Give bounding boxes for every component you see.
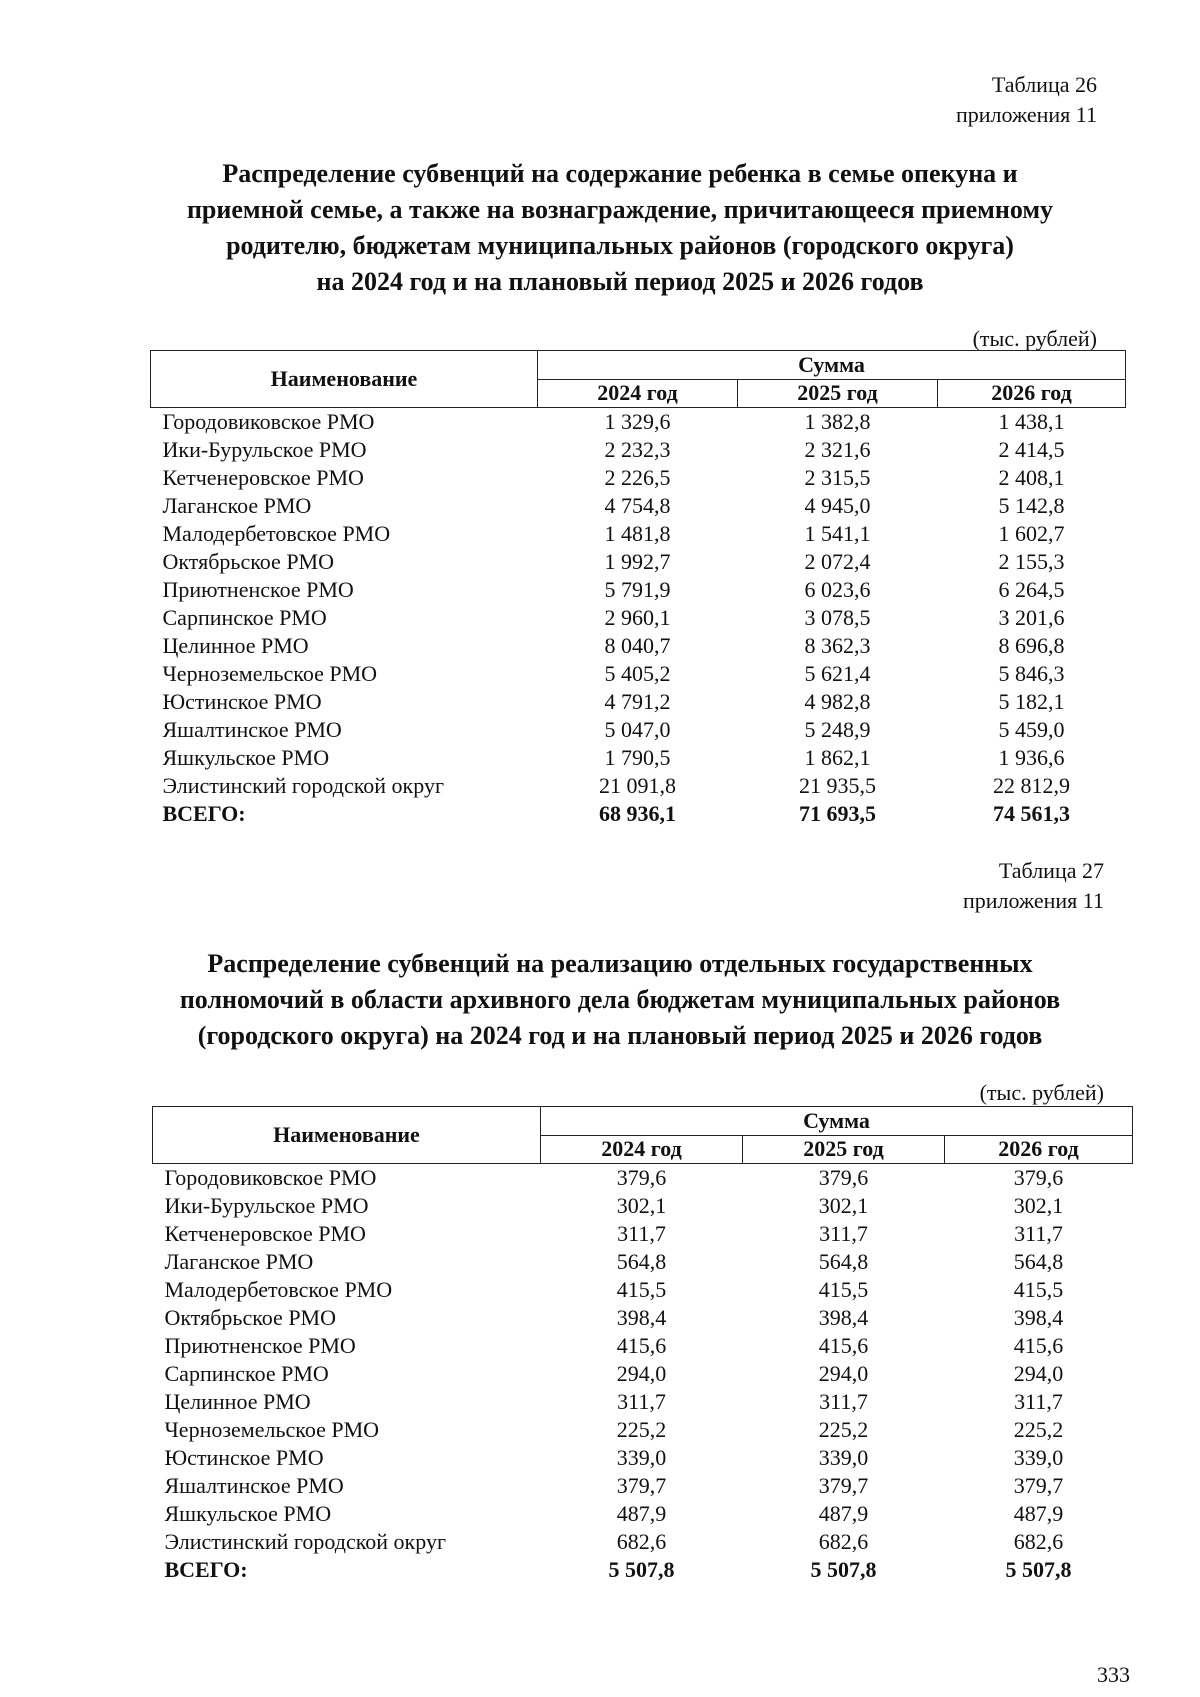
value-2025: 564,8 <box>818 1249 869 1274</box>
table-row <box>153 1444 1133 1472</box>
value-2024: 379,7 <box>616 1473 667 1498</box>
value-2025: 302,1 <box>818 1193 869 1218</box>
total-label: ВСЕГО: <box>164 1557 248 1582</box>
row-name: Приютненское РМО <box>164 1333 356 1358</box>
table-row <box>151 660 1126 688</box>
value-2026: 5 142,8 <box>998 493 1065 518</box>
total-2024: 5 507,8 <box>608 1557 675 1582</box>
value-2025: 1 541,1 <box>804 521 871 546</box>
table-row <box>151 744 1126 772</box>
column-header-year: 2026 год <box>938 379 1126 408</box>
page-number: 333 <box>1097 1662 1130 1687</box>
total-2025: 5 507,8 <box>810 1557 877 1582</box>
value-2026: 415,6 <box>1013 1333 1064 1358</box>
table-row <box>153 1332 1133 1360</box>
value-2025: 1 862,1 <box>804 745 871 770</box>
value-2025: 339,0 <box>818 1445 869 1470</box>
row-name: Малодербетовское РМО <box>164 1277 393 1302</box>
table-row <box>153 1416 1133 1444</box>
table-row <box>151 716 1126 744</box>
value-2024: 2 232,3 <box>604 437 671 462</box>
table-title <box>140 946 1100 1054</box>
value-2026: 415,5 <box>1013 1277 1064 1302</box>
table-row <box>151 576 1126 604</box>
value-2026: 294,0 <box>1013 1361 1064 1386</box>
value-2024: 5 047,0 <box>604 717 671 742</box>
value-2024: 339,0 <box>616 1445 667 1470</box>
value-2025: 5 248,9 <box>804 717 871 742</box>
row-name: Юстинское РМО <box>164 1445 324 1470</box>
value-2024: 564,8 <box>616 1249 667 1274</box>
value-2024: 4 791,2 <box>604 689 671 714</box>
value-2026: 2 408,1 <box>998 465 1065 490</box>
table-reference <box>963 856 1104 916</box>
total-2025: 71 693,5 <box>799 801 876 826</box>
row-name: Яшалтинское РМО <box>162 717 342 742</box>
table-row <box>153 1388 1133 1416</box>
title-line: Распределение субвенций на реализацию отдельных государственных <box>207 949 1033 978</box>
total-row <box>153 1556 1133 1584</box>
value-2024: 1 992,7 <box>604 549 671 574</box>
total-2024: 68 936,1 <box>599 801 676 826</box>
value-2024: 302,1 <box>616 1193 667 1218</box>
value-2026: 398,4 <box>1013 1305 1064 1330</box>
row-name: Лаганское РМО <box>162 493 312 518</box>
value-2024: 5 405,2 <box>604 661 671 686</box>
row-name: Городовиковское РМО <box>162 409 375 434</box>
row-name: Элистинский городской округ <box>162 773 444 798</box>
row-name: Кетченеровское РМО <box>164 1221 366 1246</box>
row-name: Юстинское РМО <box>162 689 322 714</box>
value-2024: 1 790,5 <box>604 745 671 770</box>
row-name: Яшалтинское РМО <box>164 1473 344 1498</box>
value-2025: 311,7 <box>819 1389 868 1414</box>
value-2026: 2 155,3 <box>998 549 1065 574</box>
row-name: Яшкульское РМО <box>164 1501 332 1526</box>
value-2024: 311,7 <box>617 1389 666 1414</box>
value-2026: 339,0 <box>1013 1445 1064 1470</box>
table-row <box>153 1360 1133 1388</box>
row-name: Целинное РМО <box>162 633 309 658</box>
column-header-year: 2024 год <box>538 379 738 408</box>
value-2025: 415,6 <box>818 1333 869 1358</box>
row-name: Кетченеровское РМО <box>162 465 364 490</box>
value-2024: 379,6 <box>616 1165 667 1190</box>
row-name: Лаганское РМО <box>164 1249 314 1274</box>
row-name: Приютненское РМО <box>162 577 354 602</box>
value-2024: 487,9 <box>616 1501 667 1526</box>
table-row <box>151 688 1126 716</box>
table-row <box>151 632 1126 660</box>
value-2025: 8 362,3 <box>804 633 871 658</box>
value-2025: 398,4 <box>818 1305 869 1330</box>
table-header-row <box>153 1107 1133 1136</box>
table-row <box>153 1276 1133 1304</box>
value-2024: 415,6 <box>616 1333 667 1358</box>
value-2025: 487,9 <box>818 1501 869 1526</box>
table-row <box>151 772 1126 800</box>
value-2024: 311,7 <box>617 1221 666 1246</box>
title-line: приемной семье, а также на вознаграждение, причитающееся приемному <box>186 195 1054 224</box>
table-row <box>153 1192 1133 1220</box>
value-2025: 3 078,5 <box>804 605 871 630</box>
column-header-year: 2026 год <box>945 1135 1133 1164</box>
value-2025: 379,7 <box>818 1473 869 1498</box>
value-2025: 1 382,8 <box>804 409 871 434</box>
column-header-sum: Сумма <box>541 1107 1133 1136</box>
value-2024: 5 791,9 <box>604 577 671 602</box>
value-2025: 294,0 <box>818 1361 869 1386</box>
value-2025: 2 315,5 <box>804 465 871 490</box>
column-header-sum: Сумма <box>538 351 1126 380</box>
value-2026: 5 459,0 <box>998 717 1065 742</box>
total-2026: 5 507,8 <box>1005 1557 1072 1582</box>
value-2025: 21 935,5 <box>799 773 876 798</box>
value-2024: 294,0 <box>616 1361 667 1386</box>
table-row <box>153 1248 1133 1276</box>
appendix-reference: приложения 11 <box>962 888 1104 913</box>
total-2026: 74 561,3 <box>993 801 1070 826</box>
table-title <box>140 156 1100 300</box>
value-2026: 1 438,1 <box>998 409 1065 434</box>
value-2026: 6 264,5 <box>998 577 1065 602</box>
value-2024: 8 040,7 <box>604 633 671 658</box>
value-2025: 311,7 <box>819 1221 868 1246</box>
row-name: Черноземельское РМО <box>164 1417 380 1442</box>
row-name: Сарпинское РМО <box>162 605 327 630</box>
title-line: (городского округа) на 2024 год и на плановый период 2025 и 2026 годов <box>197 1021 1043 1050</box>
value-2025: 6 023,6 <box>804 577 871 602</box>
table-row <box>151 604 1126 632</box>
value-2026: 225,2 <box>1013 1417 1064 1442</box>
row-name: Ики-Бурульское РМО <box>162 437 367 462</box>
value-2026: 487,9 <box>1013 1501 1064 1526</box>
table-row <box>151 520 1126 548</box>
value-2026: 302,1 <box>1013 1193 1064 1218</box>
table-number: Таблица 27 <box>998 858 1104 883</box>
value-2024: 21 091,8 <box>599 773 676 798</box>
table-header-row <box>151 351 1126 380</box>
value-2026: 682,6 <box>1013 1529 1064 1554</box>
value-2025: 225,2 <box>818 1417 869 1442</box>
row-name: Элистинский городской округ <box>164 1529 446 1554</box>
table-row <box>151 408 1126 437</box>
table-row <box>153 1220 1133 1248</box>
table-row <box>153 1164 1133 1193</box>
row-name: Целинное РМО <box>164 1389 311 1414</box>
value-2026: 3 201,6 <box>998 605 1065 630</box>
table-row <box>153 1472 1133 1500</box>
value-2026: 1 602,7 <box>998 521 1065 546</box>
value-2025: 682,6 <box>818 1529 869 1554</box>
value-2024: 4 754,8 <box>604 493 671 518</box>
row-name: Черноземельское РМО <box>162 661 378 686</box>
value-2026: 22 812,9 <box>993 773 1070 798</box>
title-line: полномочий в области архивного дела бюджетам муниципальных районов <box>179 985 1061 1014</box>
total-row <box>151 800 1126 828</box>
row-name: Яшкульское РМО <box>162 745 330 770</box>
value-2025: 2 321,6 <box>804 437 871 462</box>
title-line: на 2024 год и на плановый период 2025 и 2026 годов <box>316 267 924 296</box>
table-row <box>153 1304 1133 1332</box>
value-2026: 311,7 <box>1014 1221 1063 1246</box>
row-name: Сарпинское РМО <box>164 1361 329 1386</box>
row-name: Октябрьское РМО <box>162 549 335 574</box>
row-name: Октябрьское РМО <box>164 1305 337 1330</box>
unit-label: (тыс. рублей) <box>972 326 1097 351</box>
value-2025: 4 945,0 <box>804 493 871 518</box>
value-2024: 1 481,8 <box>604 521 671 546</box>
value-2026: 5 846,3 <box>998 661 1065 686</box>
value-2025: 2 072,4 <box>804 549 871 574</box>
table-row <box>151 492 1126 520</box>
value-2026: 1 936,6 <box>998 745 1065 770</box>
value-2026: 2 414,5 <box>998 437 1065 462</box>
column-header-name: Наименование <box>151 351 538 408</box>
value-2026: 5 182,1 <box>998 689 1065 714</box>
total-label: ВСЕГО: <box>162 801 246 826</box>
unit-label: (тыс. рублей) <box>979 1080 1104 1105</box>
column-header-year: 2025 год <box>743 1135 945 1164</box>
value-2026: 564,8 <box>1013 1249 1064 1274</box>
value-2024: 415,5 <box>616 1277 667 1302</box>
value-2024: 682,6 <box>616 1529 667 1554</box>
table-number: Таблица 26 <box>991 72 1097 97</box>
table-row <box>153 1528 1133 1556</box>
value-2024: 398,4 <box>616 1305 667 1330</box>
appendix-reference: приложения 11 <box>955 102 1097 127</box>
value-2026: 8 696,8 <box>998 633 1065 658</box>
row-name: Малодербетовское РМО <box>162 521 391 546</box>
table-reference <box>956 70 1097 130</box>
value-2026: 379,7 <box>1013 1473 1064 1498</box>
title-line: Распределение субвенций на содержание ребенка в семье опекуна и <box>222 159 1018 188</box>
column-header-year: 2025 год <box>738 379 938 408</box>
value-2025: 5 621,4 <box>804 661 871 686</box>
value-2025: 415,5 <box>818 1277 869 1302</box>
table-row <box>151 548 1126 576</box>
table-row <box>151 436 1126 464</box>
data-table <box>152 1106 1133 1584</box>
value-2025: 379,6 <box>818 1165 869 1190</box>
row-name: Ики-Бурульское РМО <box>164 1193 369 1218</box>
value-2024: 1 329,6 <box>604 409 671 434</box>
value-2025: 4 982,8 <box>804 689 871 714</box>
column-header-year: 2024 год <box>541 1135 743 1164</box>
row-name: Городовиковское РМО <box>164 1165 377 1190</box>
value-2026: 379,6 <box>1013 1165 1064 1190</box>
data-table <box>150 350 1126 828</box>
table-row <box>151 464 1126 492</box>
value-2026: 311,7 <box>1014 1389 1063 1414</box>
title-line: родителю, бюджетам муниципальных районов (городского округа) <box>226 231 1014 260</box>
value-2024: 2 226,5 <box>604 465 671 490</box>
table-row <box>153 1500 1133 1528</box>
value-2024: 225,2 <box>616 1417 667 1442</box>
value-2024: 2 960,1 <box>604 605 671 630</box>
column-header-name: Наименование <box>153 1107 541 1164</box>
